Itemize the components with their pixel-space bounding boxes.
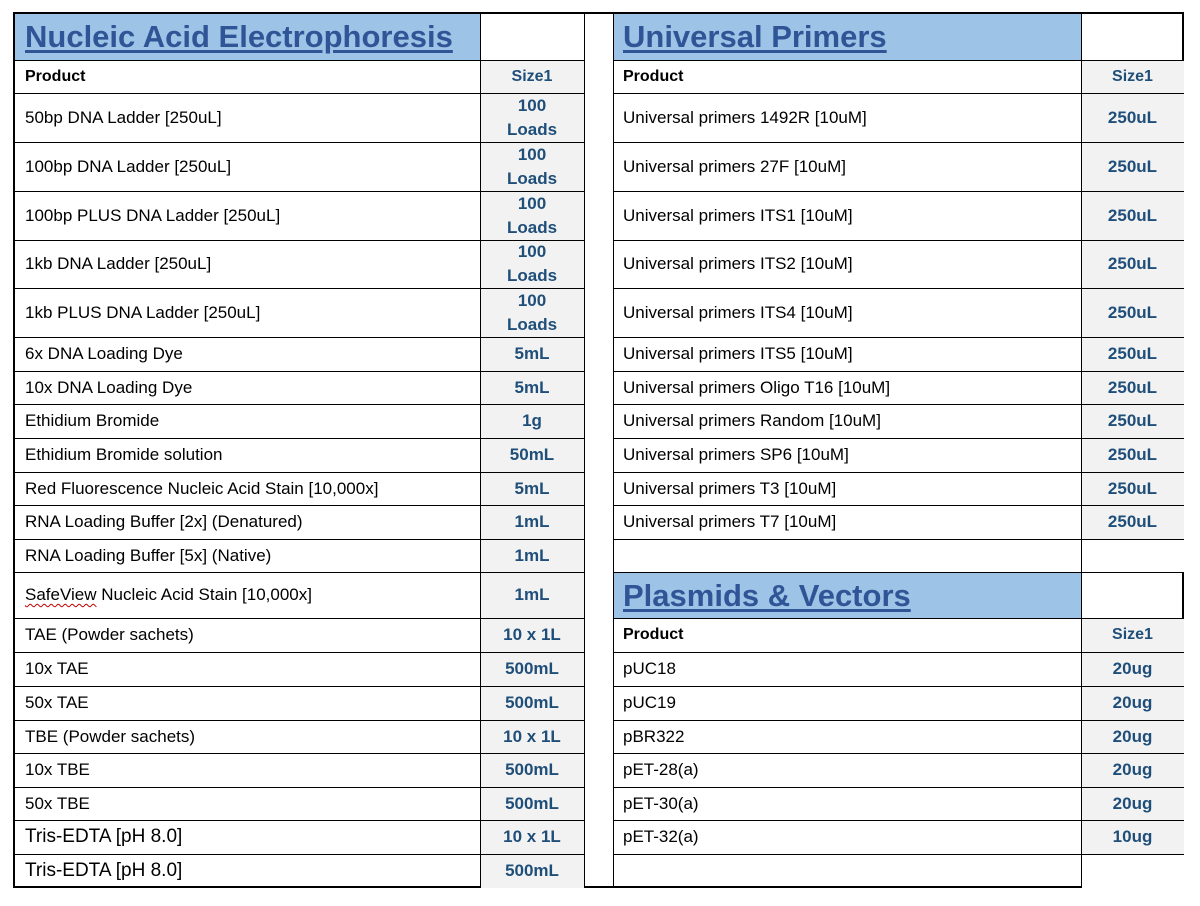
primers-row-size: 250uL [1081, 288, 1184, 337]
electrophoresis-row-product: Ethidium Bromide [25, 411, 160, 430]
electrophoresis-row-size: 5mL [480, 371, 584, 404]
electrophoresis-row-product-cell [15, 753, 480, 787]
electrophoresis-product-header: Product [25, 67, 86, 85]
electrophoresis-row-product-cell [15, 505, 480, 539]
primers-row-product: Universal primers Random [10uM] [623, 411, 881, 430]
primers-row-product: Universal primers ITS5 [10uM] [623, 344, 853, 363]
electrophoresis-row-product: Ethidium Bromide solution [25, 445, 223, 464]
electrophoresis-row-size: 5mL [480, 472, 584, 505]
grid-line [15, 337, 584, 338]
primers-row-product: Universal primers 1492R [10uM] [623, 107, 867, 127]
plasmids-row-product: pET-28(a) [623, 760, 699, 779]
electrophoresis-row-size: 1g [480, 404, 584, 438]
electrophoresis-row-product: Tris-EDTA [pH 8.0] [25, 826, 183, 847]
electrophoresis-row-product: 50x TAE [25, 693, 89, 712]
grid-line [613, 787, 1184, 788]
electrophoresis-row-product: TBE (Powder sachets) [25, 726, 196, 746]
grid-line [1081, 14, 1082, 888]
electrophoresis-row-size: 100 Loads [480, 240, 584, 288]
grid-line [480, 14, 481, 888]
electrophoresis-row-product-cell [15, 142, 480, 191]
grid-line [613, 820, 1184, 821]
grid-line [613, 240, 1184, 241]
electrophoresis-row-product-cell [15, 820, 480, 854]
grid-line [15, 720, 584, 721]
grid-line [613, 854, 1184, 855]
grid-line [15, 288, 584, 289]
electrophoresis-row-product-cell [15, 404, 480, 438]
electrophoresis-row-size: 500mL [480, 753, 584, 787]
electrophoresis-row-size: 100 Loads [480, 93, 584, 142]
primers-product-header: Product [623, 67, 684, 85]
grid-line [613, 572, 1184, 573]
primers-row-size: 250uL [1081, 438, 1184, 472]
primers-row-product: Universal primers 27F [10uM] [623, 156, 846, 176]
electrophoresis-row-product: 1kb PLUS DNA Ladder [250uL] [25, 302, 261, 322]
grid-line [15, 787, 584, 788]
plasmids-row-size: 20ug [1081, 652, 1184, 686]
electrophoresis-row-product-cell [15, 618, 480, 652]
plasmids-product-header-cell [613, 618, 1081, 652]
grid-line [15, 572, 584, 573]
electrophoresis-row-product: 10x DNA Loading Dye [25, 377, 193, 397]
electrophoresis-row-product-cell [15, 686, 480, 720]
electrophoresis-row-size: 100 Loads [480, 288, 584, 337]
primers-row-size: 250uL [1081, 142, 1184, 191]
grid-line [15, 753, 584, 754]
plasmids-product-header: Product [623, 626, 684, 643]
electrophoresis-row-size: 1mL [480, 572, 584, 618]
plasmids-row-product-cell [613, 787, 1081, 820]
grid-line [15, 472, 584, 473]
grid-line [15, 618, 584, 619]
primers-row-size: 250uL [1081, 371, 1184, 404]
electrophoresis-row-size: 1mL [480, 539, 584, 572]
electrophoresis-title: Nucleic Acid Electrophoresis [25, 19, 453, 54]
grid-line [613, 14, 614, 888]
grid-line [584, 14, 585, 888]
plasmids-row-product: pUC18 [623, 659, 676, 678]
primers-row-product-cell [613, 371, 1081, 404]
primers-row-product: Universal primers ITS1 [10uM] [623, 205, 853, 225]
grid-line [15, 652, 584, 653]
plasmids-row-product-cell [613, 820, 1081, 854]
primers-product-header-cell [613, 60, 1081, 93]
grid-line [15, 142, 584, 143]
grid-line [613, 505, 1184, 506]
electrophoresis-row-product-cell [15, 652, 480, 686]
grid-line [613, 404, 1184, 405]
primers-row-product: Universal primers SP6 [10uM] [623, 445, 849, 464]
electrophoresis-row-product-part: SafeView [25, 585, 97, 604]
primers-row-product: Universal primers T7 [10uM] [623, 512, 837, 531]
plasmids-row-product-cell [613, 686, 1081, 720]
electrophoresis-row-size: 500mL [480, 787, 584, 820]
electrophoresis-row-product: Tris-EDTA [pH 8.0] [25, 860, 183, 881]
plasmids-title: Plasmids & Vectors [623, 577, 911, 613]
electrophoresis-row-product-part: Nucleic Acid Stain [10,000x] [96, 585, 312, 604]
empty-cell [1081, 539, 1184, 573]
primers-row-size: 250uL [1081, 472, 1184, 505]
electrophoresis-row-size: 10 x 1L [480, 820, 584, 854]
plasmids-row-size: 20ug [1081, 686, 1184, 720]
grid-line [15, 854, 584, 855]
electrophoresis-row-size: 10 x 1L [480, 720, 584, 753]
plasmids-row-size: 10ug [1081, 820, 1184, 854]
grid-line [613, 720, 1184, 721]
electrophoresis-row-product-cell [15, 93, 480, 142]
primers-row-size: 250uL [1081, 240, 1184, 288]
empty-cell [1081, 854, 1184, 888]
grid-line [15, 686, 584, 687]
electrophoresis-row-product-cell [15, 720, 480, 753]
plasmids-title-cell [613, 573, 1081, 618]
electrophoresis-row-product-cell [15, 288, 480, 337]
grid-line [15, 371, 584, 372]
plasmids-row-product: pET-30(a) [623, 793, 699, 813]
grid-line [613, 652, 1184, 653]
plasmids-row-product-cell [613, 753, 1081, 787]
product-table-sheet [13, 12, 1184, 888]
primers-row-size: 250uL [1081, 191, 1184, 240]
primers-size-header: Size1 [1081, 60, 1184, 93]
electrophoresis-row-product: Red Fluorescence Nucleic Acid Stain [10,000x] [25, 478, 379, 498]
grid-line [15, 60, 584, 61]
electrophoresis-title-cell [15, 14, 480, 60]
grid-line [15, 240, 584, 241]
plasmids-row-product-cell [613, 720, 1081, 753]
plasmids-row-size: 20ug [1081, 753, 1184, 787]
grid-line [613, 337, 1184, 338]
primers-row-product-cell [613, 505, 1081, 539]
grid-line [613, 753, 1184, 754]
electrophoresis-row-product: 100bp DNA Ladder [250uL] [25, 156, 232, 176]
primers-row-product-cell [613, 337, 1081, 371]
grid-line [613, 618, 1184, 619]
electrophoresis-row-size: 10 x 1L [480, 618, 584, 652]
electrophoresis-row-product: 1kb DNA Ladder [250uL] [25, 254, 212, 273]
primers-row-product-cell [613, 240, 1081, 288]
electrophoresis-row-product-cell [15, 854, 480, 888]
primers-title-cell [613, 14, 1081, 60]
primers-title: Universal Primers [623, 19, 887, 54]
electrophoresis-row-product: RNA Loading Buffer [2x] (Denatured) [25, 512, 303, 531]
electrophoresis-row-size: 100 Loads [480, 191, 584, 240]
primers-row-size: 250uL [1081, 404, 1184, 438]
primers-row-product-cell [613, 191, 1081, 240]
primers-row-product-cell [613, 288, 1081, 337]
primers-row-product-cell [613, 404, 1081, 438]
grid-line [613, 438, 1184, 439]
electrophoresis-row-size: 500mL [480, 652, 584, 686]
electrophoresis-row-product-cell [15, 539, 480, 572]
grid-line [613, 60, 1184, 61]
electrophoresis-row-product [15, 585, 312, 605]
electrophoresis-row-size: 1mL [480, 505, 584, 539]
electrophoresis-row-size: 100 Loads [480, 142, 584, 191]
electrophoresis-size-header: Size1 [480, 60, 584, 93]
electrophoresis-row-product: 50x TBE [25, 793, 90, 813]
grid-line [15, 438, 584, 439]
electrophoresis-row-product-cell [15, 438, 480, 472]
grid-line [613, 142, 1184, 143]
grid-line [15, 404, 584, 405]
primers-row-product: Universal primers ITS2 [10uM] [623, 254, 853, 273]
plasmids-row-product: pUC19 [623, 693, 676, 712]
primers-row-product-cell [613, 93, 1081, 142]
grid-line [15, 191, 584, 192]
primers-row-product: Universal primers Oligo T16 [10uM] [623, 377, 891, 397]
grid-line [15, 820, 584, 821]
grid-line [613, 472, 1184, 473]
electrophoresis-row-product: 100bp PLUS DNA Ladder [250uL] [25, 205, 281, 225]
electrophoresis-row-product: 10x TBE [25, 760, 90, 779]
plasmids-row-size: 20ug [1081, 787, 1184, 820]
grid-line [15, 505, 584, 506]
grid-line [15, 93, 584, 94]
plasmids-row-product-cell [613, 652, 1081, 686]
electrophoresis-row-product: TAE (Powder sachets) [25, 625, 194, 644]
electrophoresis-row-size: 5mL [480, 337, 584, 371]
electrophoresis-row-product-cell [15, 472, 480, 505]
electrophoresis-row-product-cell [15, 787, 480, 820]
primers-row-product: Universal primers ITS4 [10uM] [623, 302, 853, 322]
grid-line [613, 686, 1184, 687]
grid-line [613, 539, 1184, 540]
grid-line [15, 539, 584, 540]
electrophoresis-row-product-cell [15, 240, 480, 288]
electrophoresis-row-size: 500mL [480, 686, 584, 720]
electrophoresis-row-product: 50bp DNA Ladder [250uL] [25, 107, 222, 127]
electrophoresis-row-product-cell [15, 572, 480, 618]
primers-row-product: Universal primers T3 [10uM] [623, 478, 837, 498]
grid-line [613, 288, 1184, 289]
electrophoresis-row-product: 10x TAE [25, 659, 89, 678]
primers-row-size: 250uL [1081, 337, 1184, 371]
primers-row-size: 250uL [1081, 93, 1184, 142]
electrophoresis-row-product: 6x DNA Loading Dye [25, 344, 183, 363]
plasmids-row-product: pBR322 [623, 726, 685, 746]
plasmids-row-size: 20ug [1081, 720, 1184, 753]
electrophoresis-product-header-cell [15, 60, 480, 93]
primers-row-product-cell [613, 438, 1081, 472]
electrophoresis-row-product: RNA Loading Buffer [5x] (Native) [25, 545, 272, 565]
grid-line [613, 371, 1184, 372]
primers-row-product-cell [613, 142, 1081, 191]
plasmids-row-product: pET-32(a) [623, 827, 699, 846]
electrophoresis-row-product-cell [15, 371, 480, 404]
primers-row-size: 250uL [1081, 505, 1184, 539]
plasmids-size-header: Size1 [1081, 618, 1184, 652]
electrophoresis-row-product-cell [15, 191, 480, 240]
primers-row-product-cell [613, 472, 1081, 505]
electrophoresis-row-product-cell [15, 337, 480, 371]
grid-line [613, 191, 1184, 192]
electrophoresis-row-size: 500mL [480, 854, 584, 888]
electrophoresis-row-size: 50mL [480, 438, 584, 472]
grid-line [613, 93, 1184, 94]
